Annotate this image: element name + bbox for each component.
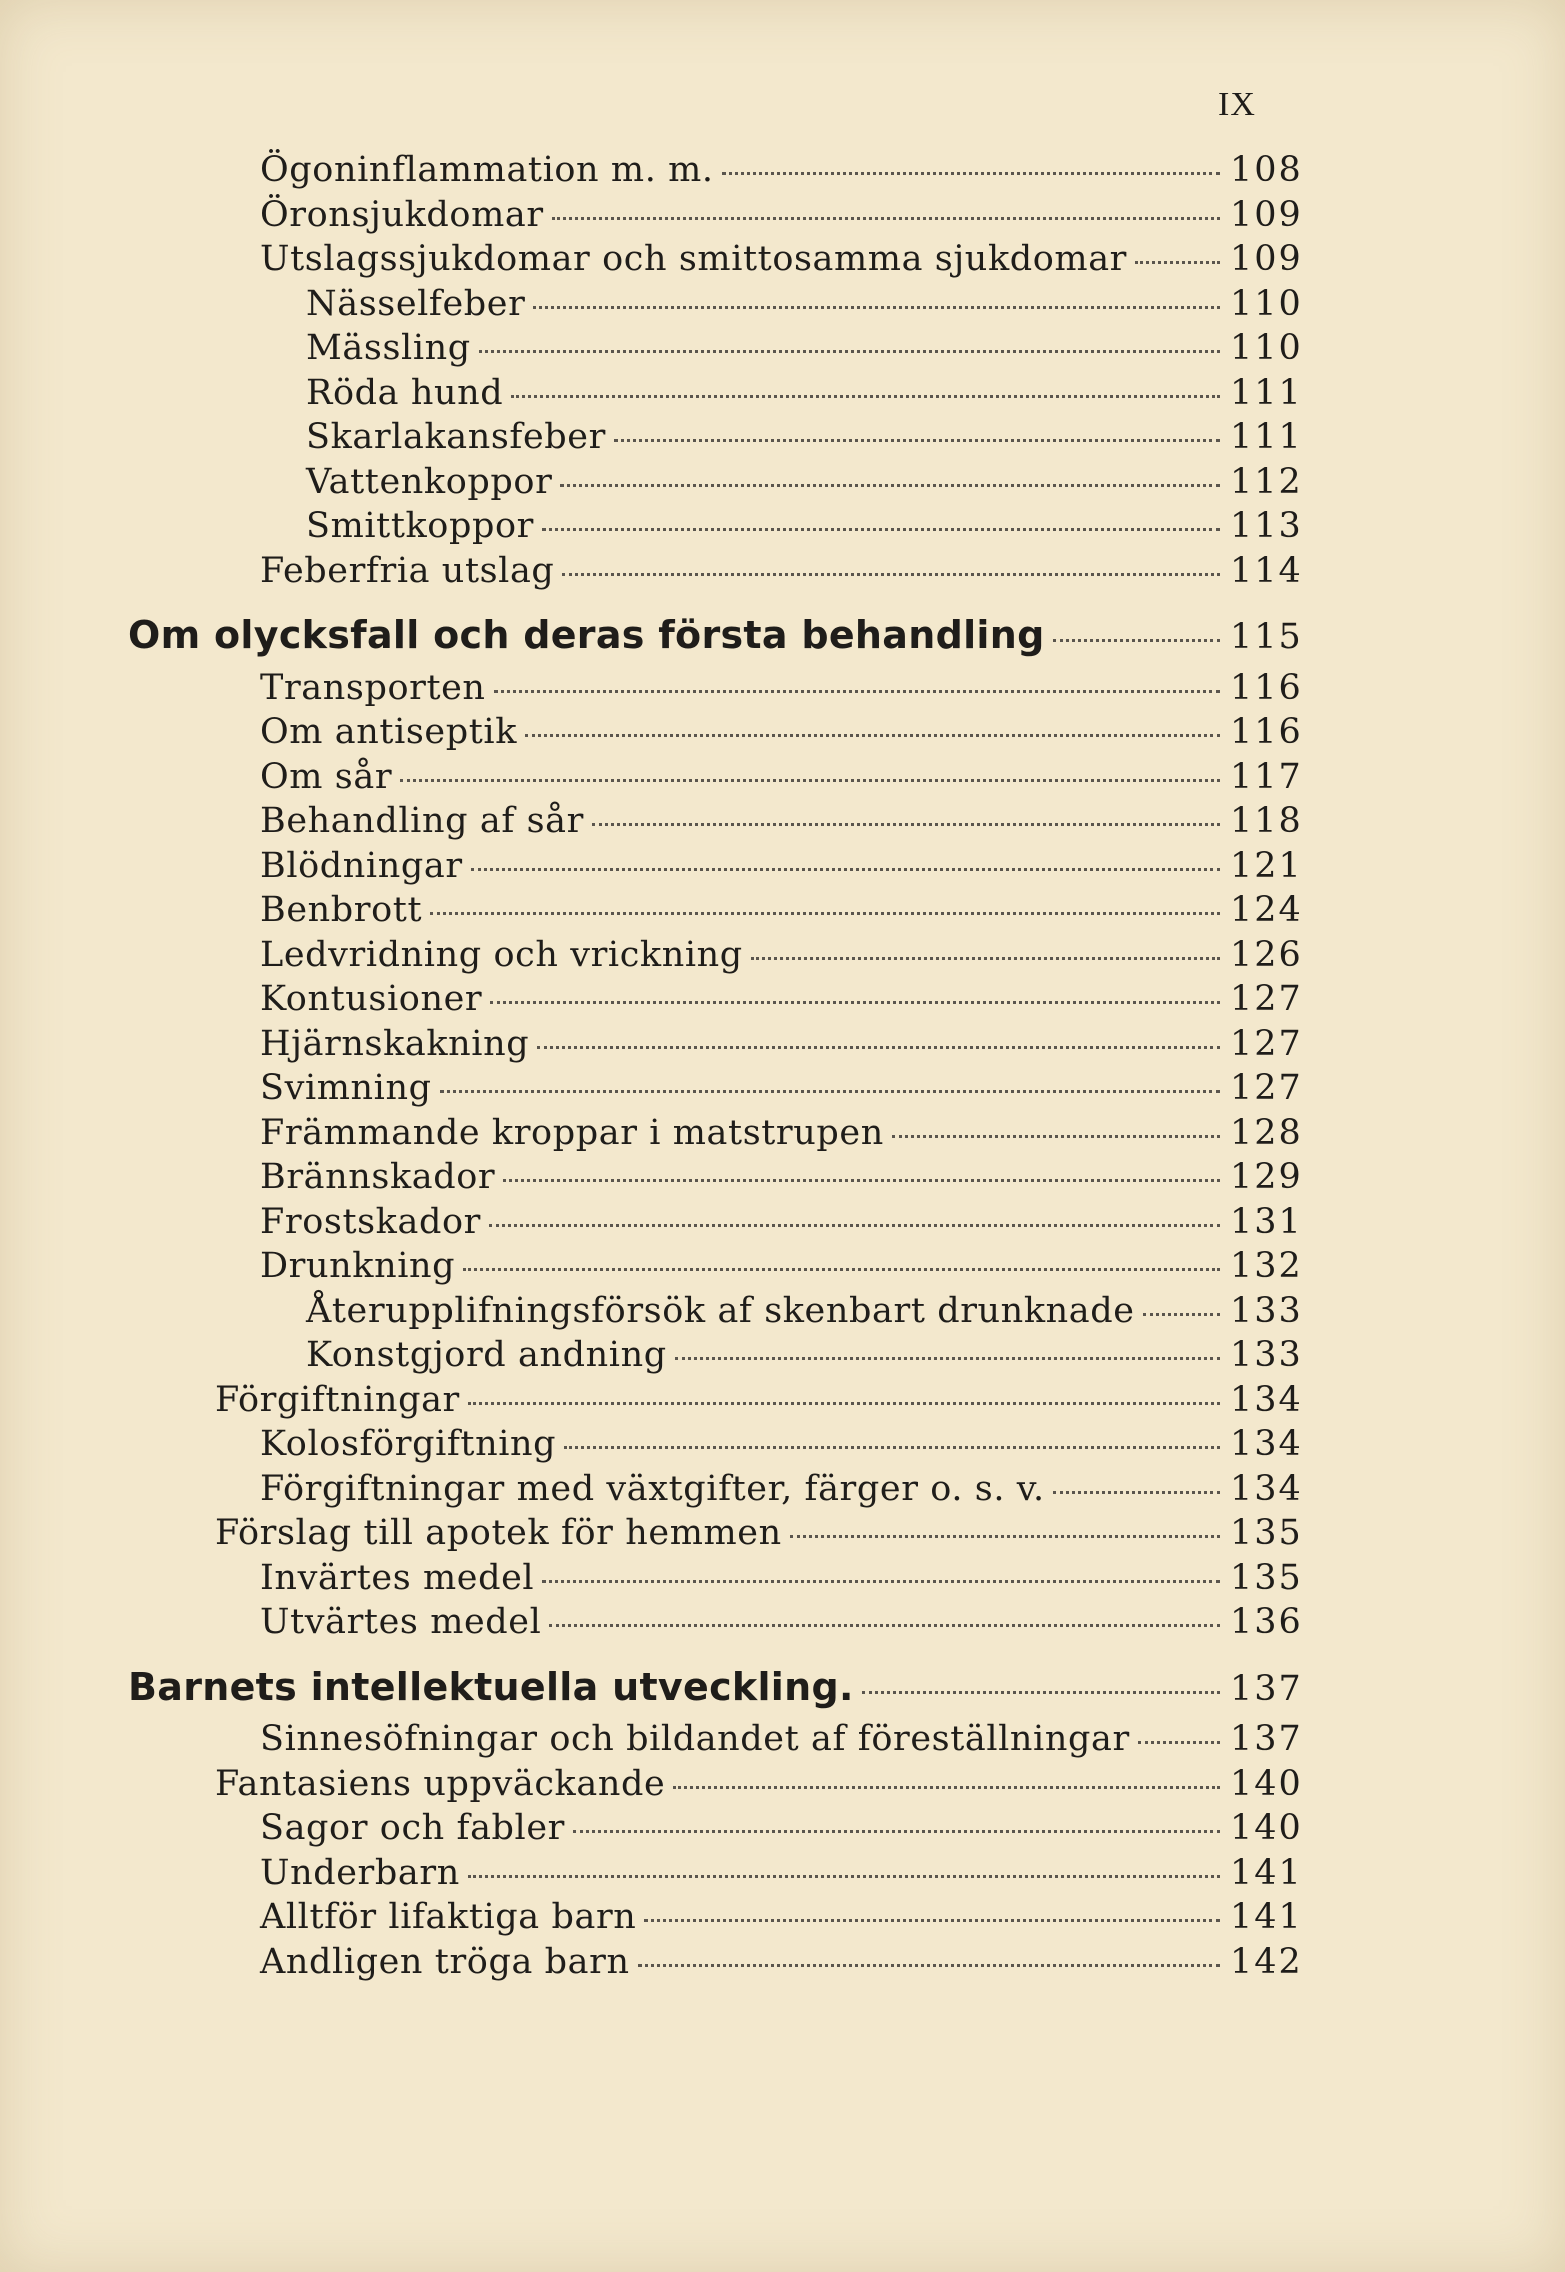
- dot-leader: [489, 1224, 1220, 1227]
- toc-entry-page: 128: [1230, 1112, 1303, 1153]
- toc-entry: [0, 667, 1303, 712]
- toc-entry-title: Om antiseptik: [260, 712, 518, 752]
- toc-entry-title: Feberfria utslag: [260, 550, 555, 591]
- dot-leader: [468, 1875, 1220, 1878]
- dot-leader: [503, 1179, 1220, 1182]
- toc-entry: [0, 1468, 1303, 1513]
- toc-entry-title: Frostskador: [260, 1201, 481, 1242]
- toc-entry: [0, 1201, 1303, 1246]
- toc-entry-page: 113: [1230, 506, 1303, 546]
- toc-entry: [0, 1763, 1303, 1808]
- dot-leader: [542, 1580, 1220, 1583]
- toc-entry-page: 135: [1230, 1513, 1303, 1553]
- toc-entry: [0, 328, 1303, 372]
- toc-entry: [0, 1513, 1303, 1557]
- toc-entry-page: 126: [1230, 934, 1303, 975]
- toc-entry-title: Vattenkoppor: [306, 461, 553, 502]
- toc-entry: [0, 801, 1303, 845]
- toc-entry-title: Återupplifningsförsök af skenbart drunknade: [306, 1290, 1135, 1331]
- toc-entry: [0, 1424, 1303, 1468]
- toc-entry-page: 127: [1230, 1068, 1303, 1108]
- toc-entry-title: Brännskador: [260, 1157, 496, 1197]
- toc-entry: [0, 756, 1303, 801]
- dot-leader: [400, 779, 1220, 782]
- toc-entry-page: 127: [1230, 979, 1303, 1019]
- toc-entry-title: Öronsjukdomar: [260, 194, 544, 235]
- toc-entry: [0, 712, 1303, 756]
- toc-entry: [0, 1023, 1303, 1068]
- toc-entry-title: Underbarn: [260, 1852, 460, 1893]
- toc-entry-title: Sinnesöfningar och bildandet af föreställningar: [260, 1719, 1130, 1759]
- toc-entry-title: Förslag till apotek för hemmen: [215, 1513, 782, 1553]
- dot-leader: [494, 690, 1220, 693]
- toc-entry-page: 110: [1230, 283, 1303, 324]
- toc-entry: [0, 1852, 1303, 1897]
- toc-entry-page: 114: [1230, 550, 1303, 591]
- dot-leader: [862, 1691, 1220, 1694]
- toc-entry-title: Hjärnskakning: [260, 1023, 530, 1064]
- toc-entry-page: 118: [1230, 801, 1303, 841]
- toc-entry-page: 137: [1230, 1668, 1303, 1709]
- toc-entry: [0, 1246, 1303, 1290]
- dot-leader: [564, 1446, 1220, 1449]
- toc-entry: [0, 239, 1303, 283]
- page-number: IX: [1218, 86, 1256, 123]
- toc-entry-title: Förgiftningar med växtgifter, färger o. s. v.: [260, 1468, 1045, 1509]
- toc-entry: [0, 1808, 1303, 1852]
- toc-entry-title: Fantasiens uppväckande: [215, 1763, 666, 1804]
- toc-entry: [0, 1335, 1303, 1379]
- toc-entry-page: 132: [1230, 1246, 1303, 1286]
- toc-entry-page: 116: [1230, 667, 1303, 708]
- toc-entry: [0, 845, 1303, 890]
- toc-entry: [0, 417, 1303, 461]
- dot-leader: [644, 1919, 1220, 1922]
- dot-leader: [463, 1268, 1220, 1271]
- toc-entry-page: 140: [1230, 1763, 1303, 1804]
- toc-entry: [0, 550, 1303, 595]
- dot-leader: [592, 823, 1220, 826]
- toc-entry-title: Transporten: [260, 667, 486, 708]
- dot-leader: [673, 1786, 1220, 1789]
- toc-entry-page: 136: [1230, 1602, 1303, 1642]
- toc-entry-page: 115: [1230, 617, 1303, 657]
- toc-entry-page: 134: [1230, 1379, 1303, 1420]
- toc-entry-page: 111: [1230, 372, 1303, 413]
- toc-entry: [0, 1602, 1303, 1646]
- toc-entry-page: 141: [1230, 1852, 1303, 1893]
- toc-entry-page: 121: [1230, 845, 1303, 886]
- toc-entry-title: Alltför lifaktiga barn: [260, 1897, 637, 1937]
- dot-leader: [468, 1402, 1220, 1405]
- dot-leader: [562, 573, 1220, 576]
- dot-leader: [722, 172, 1220, 175]
- dot-leader: [1135, 261, 1220, 264]
- toc-entry-title: Benbrott: [260, 890, 423, 930]
- toc-section-heading: [0, 1664, 1303, 1709]
- dot-leader: [533, 306, 1220, 309]
- toc-entry-page: 108: [1230, 150, 1303, 190]
- dot-leader: [790, 1535, 1220, 1538]
- toc-entry-title: Utvärtes medel: [260, 1602, 542, 1642]
- toc-entry-page: 134: [1230, 1424, 1303, 1464]
- toc-entry-page: 124: [1230, 890, 1303, 930]
- toc-entry: [0, 1897, 1303, 1941]
- dot-leader: [471, 868, 1220, 871]
- toc-entry-page: 117: [1230, 756, 1303, 797]
- toc-entry-page: 110: [1230, 328, 1303, 368]
- toc-section-heading: [0, 613, 1303, 657]
- toc-entry: [0, 506, 1303, 550]
- dot-leader: [479, 350, 1220, 353]
- toc-entry-page: 129: [1230, 1157, 1303, 1197]
- toc-entry-page: 135: [1230, 1557, 1303, 1598]
- toc-entry-title: Invärtes medel: [260, 1557, 535, 1598]
- toc-entry: [0, 979, 1303, 1023]
- toc-entry-title: Svimning: [260, 1068, 432, 1108]
- toc-entry-page: 141: [1230, 1897, 1303, 1937]
- dot-leader: [751, 957, 1220, 960]
- toc-entry-page: 140: [1230, 1808, 1303, 1848]
- dot-leader: [1053, 639, 1220, 642]
- dot-leader: [1143, 1313, 1220, 1316]
- toc-entry-title: Skarlakansfeber: [306, 417, 606, 457]
- toc-entry-page: 142: [1230, 1941, 1303, 1982]
- toc-entry-page: 109: [1230, 194, 1303, 235]
- dot-leader: [552, 217, 1220, 220]
- toc-entry: [0, 372, 1303, 417]
- toc-entry: [0, 1379, 1303, 1424]
- toc-entry-title: Om olycksfall och deras första behandling: [128, 613, 1045, 657]
- toc-entry-title: Förgiftningar: [215, 1379, 460, 1420]
- dot-leader: [549, 1624, 1220, 1627]
- toc-entry-page: 109: [1230, 239, 1303, 279]
- toc-entry-page: 116: [1230, 712, 1303, 752]
- toc-entry-title: Ögoninflammation m. m.: [260, 150, 714, 190]
- toc-entry-page: 111: [1230, 417, 1303, 457]
- toc-entry: [0, 1719, 1303, 1763]
- toc-entry: [0, 1941, 1303, 1986]
- toc-entry-title: Andligen tröga barn: [260, 1941, 630, 1982]
- dot-leader: [892, 1135, 1220, 1138]
- toc-entry-title: Konstgjord andning: [306, 1335, 667, 1375]
- toc-entry: [0, 194, 1303, 239]
- toc-entry-page: 133: [1230, 1335, 1303, 1375]
- toc-entry-title: Kolosförgiftning: [260, 1424, 557, 1464]
- dot-leader: [490, 1001, 1220, 1004]
- toc-entry: [0, 1068, 1303, 1112]
- toc-entry-title: Röda hund: [306, 372, 504, 413]
- toc-entry: [0, 890, 1303, 934]
- dot-leader: [542, 528, 1220, 531]
- toc-entry-title: Främmande kroppar i matstrupen: [260, 1112, 884, 1153]
- toc-entry-title: Mässling: [306, 328, 471, 368]
- dot-leader: [573, 1830, 1220, 1833]
- toc-entry-title: Barnets intellektuella utveckling.: [128, 1664, 854, 1709]
- toc-entry: [0, 1112, 1303, 1157]
- toc-entry-title: Nässelfeber: [306, 283, 526, 324]
- toc-entry-title: Sagor och fabler: [260, 1808, 565, 1848]
- dot-leader: [614, 439, 1220, 442]
- toc-entry-title: Behandling af sår: [260, 801, 584, 841]
- toc-entry-title: Blödningar: [260, 845, 463, 886]
- toc-entry: [0, 283, 1303, 328]
- dot-leader: [430, 912, 1220, 915]
- toc-entry: [0, 461, 1303, 506]
- toc-entry-title: Drunkning: [260, 1246, 456, 1286]
- toc-entry: [0, 1290, 1303, 1335]
- toc-entry-page: 127: [1230, 1023, 1303, 1064]
- dot-leader: [440, 1090, 1220, 1093]
- toc-entry: [0, 1557, 1303, 1602]
- dot-leader: [1138, 1741, 1220, 1744]
- toc-entry: [0, 1157, 1303, 1201]
- dot-leader: [675, 1357, 1220, 1360]
- toc-entry-page: 134: [1230, 1468, 1303, 1509]
- toc-entry-page: 133: [1230, 1290, 1303, 1331]
- dot-leader: [560, 484, 1220, 487]
- toc-entry-title: Smittkoppor: [306, 506, 534, 546]
- dot-leader: [511, 395, 1220, 398]
- dot-leader: [638, 1964, 1220, 1967]
- toc-entry-title: Utslagssjukdomar och smittosamma sjukdomar: [260, 239, 1128, 279]
- toc-entry-title: Ledvridning och vrickning: [260, 934, 743, 975]
- toc-entry-title: Om sår: [260, 756, 393, 797]
- dot-leader: [1053, 1491, 1220, 1494]
- dot-leader: [537, 1046, 1220, 1049]
- toc-entry-title: Kontusioner: [260, 979, 483, 1019]
- toc-entry: [0, 934, 1303, 979]
- toc-entry-page: 112: [1230, 461, 1303, 502]
- toc-entry-page: 131: [1230, 1201, 1303, 1242]
- toc-entry-page: 137: [1230, 1719, 1303, 1759]
- dot-leader: [525, 734, 1220, 737]
- toc-entry: [0, 150, 1303, 194]
